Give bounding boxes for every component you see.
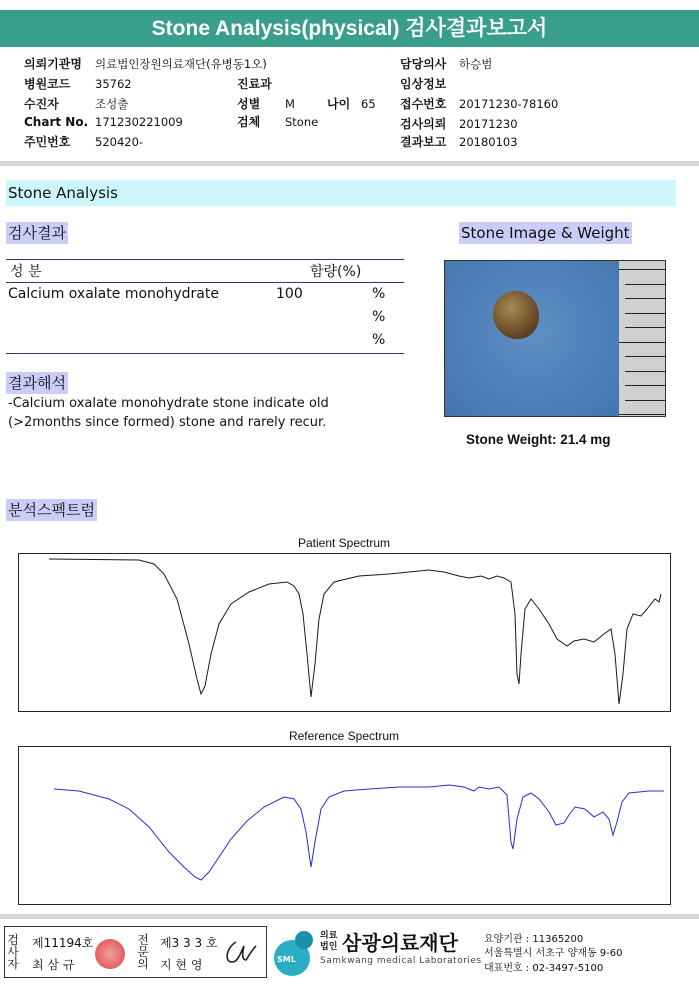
institution-field: 의뢰기관명 의료법인장원의료재단(유병동1오) bbox=[24, 57, 267, 71]
ruler-tick bbox=[619, 342, 665, 343]
col-component-header: 성 분 bbox=[10, 264, 42, 280]
dept-field: 진료과 bbox=[237, 77, 272, 91]
hospital-code-field: 병원코드 35762 bbox=[24, 77, 132, 91]
org-phone: 대표번호 : 02-3497-5100 bbox=[484, 963, 604, 974]
examiner-license: 제11194호 bbox=[32, 936, 94, 950]
reference-spectrum-plot bbox=[19, 747, 670, 904]
specialist-license: 제3 3 3 호 bbox=[160, 936, 218, 950]
ruler-tick bbox=[625, 284, 665, 285]
results-title: 검사결과 bbox=[8, 224, 66, 242]
doctor-field: 담당의사 하승범 bbox=[400, 57, 493, 71]
col-content-header: 함량(%) bbox=[310, 264, 362, 280]
stone-image-title: Stone Image & Weight bbox=[461, 224, 630, 242]
interpretation-title: 결과해석 bbox=[8, 374, 66, 392]
patient-spectrum-line bbox=[49, 559, 661, 704]
org-address: 서울특별시 서초구 양재동 9-60 bbox=[484, 948, 623, 959]
ruler bbox=[619, 261, 665, 417]
interpretation-line-1: -Calcium oxalate monohydrate stone indicate old bbox=[8, 396, 329, 411]
result-unit-3: % bbox=[372, 332, 386, 348]
agency-number: 요양기관 : 11365200 bbox=[484, 934, 584, 945]
sml-logo-icon bbox=[270, 928, 318, 978]
patient-spectrum-title: Patient Spectrum bbox=[297, 536, 391, 550]
sex-field: 성별 M bbox=[237, 97, 295, 111]
examiner-label: 검사자 bbox=[7, 933, 19, 971]
examiner-seal-icon bbox=[95, 939, 125, 969]
table-bottom-rule bbox=[6, 353, 404, 354]
signature-icon bbox=[222, 936, 262, 968]
stone-weight: Stone Weight: 21.4 mg bbox=[466, 432, 611, 447]
patient-spectrum-plot bbox=[19, 554, 670, 711]
spectrum-title: 분석스펙트럼 bbox=[8, 501, 95, 519]
age-field: 나이 65 bbox=[327, 97, 376, 111]
stone-blob bbox=[493, 291, 539, 339]
ruler-tick bbox=[619, 269, 665, 270]
section-title: Stone Analysis bbox=[6, 180, 676, 206]
ruler-tick bbox=[625, 356, 665, 357]
request-date-field: 검사의뢰 20171230 bbox=[400, 117, 518, 131]
result-unit-2: % bbox=[372, 309, 386, 325]
chart-no-field: Chart No. 171230221009 bbox=[24, 115, 183, 129]
org-name: 삼광의료재단 bbox=[342, 931, 458, 955]
reference-spectrum-title: Reference Spectrum bbox=[288, 729, 400, 743]
result-value-1: 100 bbox=[276, 286, 303, 302]
logo-text: SML bbox=[277, 955, 296, 964]
report-date-field: 결과보고 20180103 bbox=[400, 135, 518, 149]
ruler-tick bbox=[625, 298, 665, 299]
reference-spectrum-box bbox=[18, 746, 671, 905]
result-component-1: Calcium oxalate monohydrate bbox=[8, 286, 219, 302]
receipt-number-field: 접수번호 20171230-78160 bbox=[400, 97, 559, 111]
collector-field: 수진자 조성출 bbox=[24, 97, 129, 111]
clinical-info-field: 임상정보 bbox=[400, 77, 447, 91]
org-english-name: Samkwang medical Laboratories bbox=[320, 956, 482, 966]
org-small-1: 의료 bbox=[320, 931, 338, 941]
ruler-tick bbox=[625, 371, 665, 372]
footer bbox=[0, 922, 699, 991]
ruler-tick bbox=[625, 400, 665, 401]
result-unit-1: % bbox=[372, 286, 386, 302]
org-small-2: 법인 bbox=[320, 942, 338, 952]
specialist-name: 지 현 영 bbox=[160, 958, 203, 972]
table-header-rule bbox=[6, 282, 404, 283]
table-top-rule bbox=[6, 259, 404, 260]
examiner-name: 최 삼 규 bbox=[32, 958, 75, 972]
specialist-label: 전문의 bbox=[137, 933, 149, 971]
patient-spectrum-box bbox=[18, 553, 671, 712]
interpretation-line-2: (>2months since formed) stone and rarely recur. bbox=[8, 415, 327, 430]
id-number-field: 주민번호 520420- bbox=[24, 135, 144, 149]
specimen-field: 검체 Stone bbox=[237, 115, 319, 129]
ruler-tick bbox=[625, 313, 665, 314]
header-divider bbox=[0, 161, 699, 166]
stone-photo bbox=[444, 260, 666, 417]
ruler-tick bbox=[625, 385, 665, 386]
footer-divider bbox=[0, 914, 699, 919]
ruler-tick bbox=[625, 327, 665, 328]
ruler-tick bbox=[619, 414, 665, 415]
reference-spectrum-line bbox=[54, 785, 664, 880]
report-title: Stone Analysis(physical) 검사결과보고서 bbox=[0, 10, 699, 47]
